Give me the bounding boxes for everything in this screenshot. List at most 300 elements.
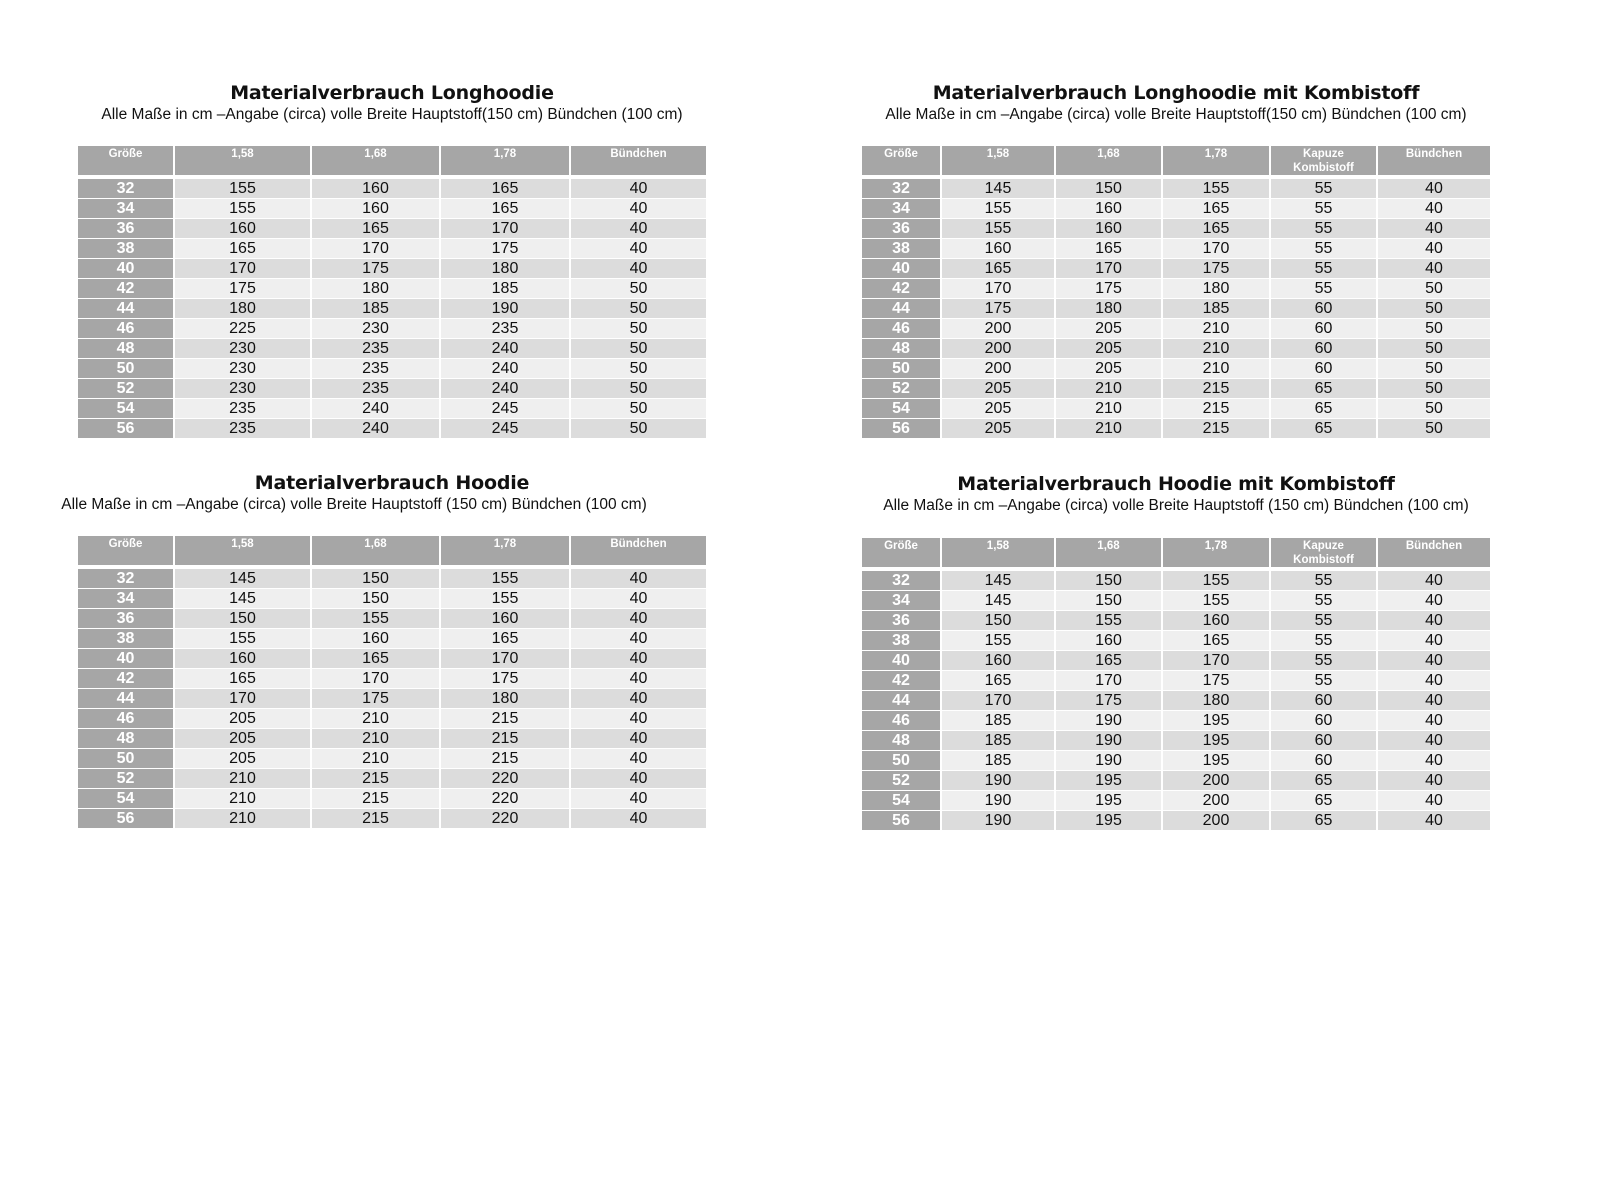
- value-cell: 170: [441, 649, 569, 669]
- value-cell: 210: [312, 709, 439, 729]
- value-cell: 65: [1271, 811, 1376, 831]
- table-row: [862, 731, 1490, 751]
- column-header: Bündchen: [571, 146, 706, 179]
- value-cell: 230: [175, 379, 310, 399]
- value-cell: 230: [175, 339, 310, 359]
- value-cell: 190: [1056, 711, 1161, 731]
- size-cell: 44: [862, 299, 940, 319]
- size-cell: 48: [862, 731, 940, 751]
- value-cell: 205: [175, 709, 310, 729]
- value-cell: 55: [1271, 631, 1376, 651]
- size-cell: 54: [78, 789, 173, 809]
- value-cell: 40: [1378, 671, 1490, 691]
- value-cell: 60: [1271, 751, 1376, 771]
- value-cell: 40: [1378, 239, 1490, 259]
- size-cell: 38: [78, 629, 173, 649]
- value-cell: 210: [1163, 319, 1269, 339]
- size-cell: 42: [862, 671, 940, 691]
- value-cell: 165: [942, 671, 1054, 691]
- column-header: 1,78: [441, 146, 569, 179]
- value-cell: 165: [1163, 631, 1269, 651]
- value-cell: 165: [942, 259, 1054, 279]
- value-cell: 190: [1056, 731, 1161, 751]
- column-header: 1,68: [312, 146, 439, 179]
- value-cell: 175: [441, 239, 569, 259]
- value-cell: 160: [312, 629, 439, 649]
- column-header: 1,68: [312, 536, 439, 569]
- value-cell: 210: [312, 749, 439, 769]
- table-row: [862, 571, 1490, 591]
- value-cell: 175: [942, 299, 1054, 319]
- table-row: [78, 789, 706, 809]
- value-cell: 235: [441, 319, 569, 339]
- value-cell: 50: [571, 359, 706, 379]
- value-cell: 215: [1163, 379, 1269, 399]
- value-cell: 40: [1378, 571, 1490, 591]
- value-cell: 40: [571, 709, 706, 729]
- value-cell: 160: [312, 179, 439, 199]
- value-cell: 240: [441, 359, 569, 379]
- value-cell: 210: [1056, 379, 1161, 399]
- table-header-row: [78, 536, 706, 569]
- value-cell: 165: [312, 649, 439, 669]
- value-cell: 150: [1056, 591, 1161, 611]
- value-cell: 190: [942, 811, 1054, 831]
- size-cell: 48: [78, 339, 173, 359]
- value-cell: 180: [1056, 299, 1161, 319]
- value-cell: 205: [1056, 319, 1161, 339]
- table-row: [78, 709, 706, 729]
- value-cell: 210: [1056, 419, 1161, 439]
- size-cell: 34: [862, 199, 940, 219]
- value-cell: 65: [1271, 791, 1376, 811]
- value-cell: 50: [1378, 379, 1490, 399]
- value-cell: 195: [1056, 791, 1161, 811]
- size-cell: 46: [862, 711, 940, 731]
- column-header: 1,78: [1163, 146, 1269, 179]
- size-cell: 54: [78, 399, 173, 419]
- value-cell: 175: [312, 689, 439, 709]
- value-cell: 145: [175, 569, 310, 589]
- table-row: [78, 279, 706, 299]
- value-cell: 230: [175, 359, 310, 379]
- table-row: [78, 379, 706, 399]
- table-row: [862, 419, 1490, 439]
- size-cell: 38: [78, 239, 173, 259]
- value-cell: 160: [1056, 219, 1161, 239]
- value-cell: 40: [571, 809, 706, 829]
- value-cell: 175: [1163, 259, 1269, 279]
- table-row: [78, 749, 706, 769]
- value-cell: 40: [1378, 179, 1490, 199]
- table-row: [862, 239, 1490, 259]
- value-cell: 55: [1271, 651, 1376, 671]
- size-table: [76, 536, 708, 829]
- column-header: 1,58: [175, 146, 310, 179]
- value-cell: 40: [1378, 199, 1490, 219]
- size-cell: 44: [862, 691, 940, 711]
- value-cell: 55: [1271, 199, 1376, 219]
- section-subtitle: Alle Maße in cm –Angabe (circa) volle Breite Hauptstoff (150 cm) Bündchen (100 cm): [61, 496, 647, 513]
- table-row: [78, 589, 706, 609]
- value-cell: 55: [1271, 671, 1376, 691]
- value-cell: 175: [312, 259, 439, 279]
- value-cell: 220: [441, 809, 569, 829]
- column-header: 1,58: [175, 536, 310, 569]
- value-cell: 240: [441, 339, 569, 359]
- value-cell: 210: [1163, 359, 1269, 379]
- table-row: [862, 691, 1490, 711]
- value-cell: 50: [1378, 419, 1490, 439]
- value-cell: 40: [1378, 771, 1490, 791]
- table-row: [862, 259, 1490, 279]
- size-table: [860, 146, 1492, 439]
- value-cell: 215: [312, 809, 439, 829]
- value-cell: 65: [1271, 419, 1376, 439]
- value-cell: 240: [441, 379, 569, 399]
- value-cell: 235: [312, 359, 439, 379]
- value-cell: 180: [175, 299, 310, 319]
- value-cell: 155: [942, 199, 1054, 219]
- value-cell: 50: [1378, 339, 1490, 359]
- size-cell: 32: [862, 571, 940, 591]
- size-cell: 56: [862, 811, 940, 831]
- size-cell: 50: [862, 751, 940, 771]
- value-cell: 155: [312, 609, 439, 629]
- value-cell: 65: [1271, 771, 1376, 791]
- section-title: Materialverbrauch Hoodie mit Kombistoff: [957, 473, 1395, 495]
- value-cell: 40: [571, 259, 706, 279]
- value-cell: 160: [1056, 199, 1161, 219]
- value-cell: 165: [175, 669, 310, 689]
- value-cell: 40: [571, 749, 706, 769]
- value-cell: 55: [1271, 219, 1376, 239]
- value-cell: 60: [1271, 339, 1376, 359]
- table-row: [862, 339, 1490, 359]
- value-cell: 220: [441, 789, 569, 809]
- value-cell: 55: [1271, 179, 1376, 199]
- column-header: Kapuze Kombistoff: [1271, 538, 1376, 571]
- value-cell: 170: [1163, 239, 1269, 259]
- table-row: [862, 751, 1490, 771]
- value-cell: 200: [942, 359, 1054, 379]
- value-cell: 60: [1271, 691, 1376, 711]
- size-cell: 38: [862, 239, 940, 259]
- size-cell: 40: [78, 259, 173, 279]
- value-cell: 220: [441, 769, 569, 789]
- value-cell: 215: [441, 709, 569, 729]
- size-cell: 46: [78, 709, 173, 729]
- value-cell: 40: [1378, 751, 1490, 771]
- value-cell: 50: [1378, 299, 1490, 319]
- value-cell: 200: [1163, 771, 1269, 791]
- size-cell: 46: [862, 319, 940, 339]
- value-cell: 165: [1163, 219, 1269, 239]
- value-cell: 40: [1378, 259, 1490, 279]
- value-cell: 55: [1271, 259, 1376, 279]
- value-cell: 40: [1378, 611, 1490, 631]
- value-cell: 50: [1378, 279, 1490, 299]
- size-cell: 42: [78, 279, 173, 299]
- value-cell: 160: [1056, 631, 1161, 651]
- value-cell: 155: [441, 589, 569, 609]
- value-cell: 150: [1056, 179, 1161, 199]
- value-cell: 150: [312, 569, 439, 589]
- column-header: Größe: [862, 146, 940, 179]
- value-cell: 195: [1056, 811, 1161, 831]
- value-cell: 60: [1271, 359, 1376, 379]
- value-cell: 65: [1271, 379, 1376, 399]
- size-cell: 34: [862, 591, 940, 611]
- value-cell: 165: [175, 239, 310, 259]
- value-cell: 155: [1163, 591, 1269, 611]
- table-row: [862, 299, 1490, 319]
- column-header: 1,68: [1056, 146, 1161, 179]
- value-cell: 155: [1163, 571, 1269, 591]
- table-row: [78, 199, 706, 219]
- value-cell: 145: [942, 179, 1054, 199]
- value-cell: 240: [312, 419, 439, 439]
- table-row: [78, 609, 706, 629]
- value-cell: 40: [571, 789, 706, 809]
- size-cell: 44: [78, 299, 173, 319]
- value-cell: 245: [441, 419, 569, 439]
- table-row: [862, 219, 1490, 239]
- section-subtitle: Alle Maße in cm –Angabe (circa) volle Breite Hauptstoff(150 cm) Bündchen (100 cm): [885, 106, 1467, 123]
- value-cell: 50: [571, 379, 706, 399]
- value-cell: 170: [312, 239, 439, 259]
- value-cell: 190: [942, 791, 1054, 811]
- size-cell: 38: [862, 631, 940, 651]
- size-cell: 56: [862, 419, 940, 439]
- value-cell: 50: [571, 319, 706, 339]
- value-cell: 40: [1378, 591, 1490, 611]
- value-cell: 60: [1271, 319, 1376, 339]
- value-cell: 55: [1271, 591, 1376, 611]
- column-header: Bündchen: [571, 536, 706, 569]
- value-cell: 40: [1378, 711, 1490, 731]
- size-cell: 42: [862, 279, 940, 299]
- value-cell: 40: [1378, 731, 1490, 751]
- size-table: [860, 538, 1492, 831]
- table-row: [862, 771, 1490, 791]
- size-cell: 52: [78, 379, 173, 399]
- value-cell: 165: [312, 219, 439, 239]
- value-cell: 40: [1378, 811, 1490, 831]
- size-cell: 44: [78, 689, 173, 709]
- size-cell: 40: [862, 259, 940, 279]
- value-cell: 200: [1163, 791, 1269, 811]
- value-cell: 40: [571, 629, 706, 649]
- value-cell: 160: [942, 239, 1054, 259]
- value-cell: 40: [571, 609, 706, 629]
- size-cell: 36: [78, 609, 173, 629]
- table-row: [78, 219, 706, 239]
- value-cell: 155: [175, 199, 310, 219]
- value-cell: 175: [175, 279, 310, 299]
- value-cell: 40: [1378, 651, 1490, 671]
- value-cell: 235: [312, 379, 439, 399]
- table-row: [862, 791, 1490, 811]
- value-cell: 40: [571, 569, 706, 589]
- column-header: Größe: [862, 538, 940, 571]
- section-subtitle: Alle Maße in cm –Angabe (circa) volle Breite Hauptstoff (150 cm) Bündchen (100 cm): [883, 497, 1469, 514]
- value-cell: 50: [1378, 399, 1490, 419]
- value-cell: 205: [1056, 359, 1161, 379]
- value-cell: 55: [1271, 239, 1376, 259]
- table-row: [78, 669, 706, 689]
- value-cell: 165: [1056, 239, 1161, 259]
- value-cell: 170: [441, 219, 569, 239]
- value-cell: 150: [1056, 571, 1161, 591]
- value-cell: 230: [312, 319, 439, 339]
- table-row: [78, 729, 706, 749]
- value-cell: 185: [942, 711, 1054, 731]
- table-row: [862, 359, 1490, 379]
- table-row: [78, 769, 706, 789]
- value-cell: 55: [1271, 279, 1376, 299]
- value-cell: 215: [1163, 399, 1269, 419]
- value-cell: 210: [1056, 399, 1161, 419]
- value-cell: 215: [312, 769, 439, 789]
- column-header: 1,58: [942, 146, 1054, 179]
- value-cell: 170: [1163, 651, 1269, 671]
- table-row: [78, 239, 706, 259]
- value-cell: 210: [1163, 339, 1269, 359]
- size-table: [76, 146, 708, 439]
- value-cell: 245: [441, 399, 569, 419]
- value-cell: 150: [942, 611, 1054, 631]
- size-cell: 54: [862, 399, 940, 419]
- column-header: 1,78: [1163, 538, 1269, 571]
- value-cell: 65: [1271, 399, 1376, 419]
- value-cell: 165: [441, 629, 569, 649]
- table-row: [78, 319, 706, 339]
- column-header: Bündchen: [1378, 146, 1490, 179]
- size-cell: 34: [78, 589, 173, 609]
- value-cell: 210: [175, 789, 310, 809]
- size-cell: 46: [78, 319, 173, 339]
- value-cell: 150: [312, 589, 439, 609]
- value-cell: 180: [441, 259, 569, 279]
- value-cell: 145: [942, 591, 1054, 611]
- value-cell: 160: [312, 199, 439, 219]
- table-row: [78, 419, 706, 439]
- table-row: [78, 569, 706, 589]
- value-cell: 180: [1163, 279, 1269, 299]
- size-cell: 48: [78, 729, 173, 749]
- value-cell: 50: [571, 419, 706, 439]
- value-cell: 55: [1271, 571, 1376, 591]
- value-cell: 180: [312, 279, 439, 299]
- section-title: Materialverbrauch Hoodie: [254, 472, 530, 494]
- value-cell: 155: [175, 179, 310, 199]
- value-cell: 205: [942, 379, 1054, 399]
- value-cell: 40: [571, 769, 706, 789]
- value-cell: 170: [942, 691, 1054, 711]
- value-cell: 40: [571, 649, 706, 669]
- value-cell: 50: [571, 399, 706, 419]
- table-row: [78, 399, 706, 419]
- size-cell: 52: [862, 379, 940, 399]
- value-cell: 170: [1056, 671, 1161, 691]
- value-cell: 175: [1056, 279, 1161, 299]
- value-cell: 50: [571, 299, 706, 319]
- value-cell: 185: [441, 279, 569, 299]
- value-cell: 215: [312, 789, 439, 809]
- size-cell: 50: [78, 359, 173, 379]
- size-cell: 50: [862, 359, 940, 379]
- size-cell: 36: [862, 611, 940, 631]
- value-cell: 210: [175, 809, 310, 829]
- size-cell: 32: [78, 569, 173, 589]
- table-row: [78, 339, 706, 359]
- table-row: [862, 711, 1490, 731]
- size-cell: 50: [78, 749, 173, 769]
- size-cell: 52: [862, 771, 940, 791]
- value-cell: 145: [175, 589, 310, 609]
- value-cell: 190: [441, 299, 569, 319]
- column-header: Bündchen: [1378, 538, 1490, 571]
- value-cell: 215: [441, 749, 569, 769]
- size-cell: 32: [78, 179, 173, 199]
- value-cell: 165: [1056, 651, 1161, 671]
- value-cell: 170: [1056, 259, 1161, 279]
- table-row: [862, 279, 1490, 299]
- value-cell: 155: [942, 219, 1054, 239]
- value-cell: 200: [942, 319, 1054, 339]
- value-cell: 40: [571, 199, 706, 219]
- value-cell: 195: [1163, 711, 1269, 731]
- table-row: [78, 259, 706, 279]
- value-cell: 40: [571, 179, 706, 199]
- section-title: Materialverbrauch Longhoodie: [230, 82, 554, 104]
- value-cell: 160: [441, 609, 569, 629]
- table-row: [78, 629, 706, 649]
- value-cell: 200: [1163, 811, 1269, 831]
- column-header: Größe: [78, 536, 173, 569]
- value-cell: 50: [571, 279, 706, 299]
- table-row: [78, 359, 706, 379]
- size-cell: 54: [862, 791, 940, 811]
- size-cell: 40: [862, 651, 940, 671]
- value-cell: 180: [441, 689, 569, 709]
- table-row: [862, 179, 1490, 199]
- value-cell: 235: [312, 339, 439, 359]
- size-cell: 36: [78, 219, 173, 239]
- value-cell: 170: [175, 259, 310, 279]
- value-cell: 40: [1378, 219, 1490, 239]
- value-cell: 215: [1163, 419, 1269, 439]
- value-cell: 205: [175, 749, 310, 769]
- value-cell: 145: [942, 571, 1054, 591]
- value-cell: 190: [942, 771, 1054, 791]
- value-cell: 205: [942, 419, 1054, 439]
- value-cell: 170: [312, 669, 439, 689]
- value-cell: 215: [441, 729, 569, 749]
- value-cell: 55: [1271, 611, 1376, 631]
- value-cell: 235: [175, 399, 310, 419]
- table-row: [862, 631, 1490, 651]
- value-cell: 180: [1163, 691, 1269, 711]
- value-cell: 40: [1378, 631, 1490, 651]
- section-subtitle: Alle Maße in cm –Angabe (circa) volle Breite Hauptstoff(150 cm) Bündchen (100 cm): [101, 106, 683, 123]
- value-cell: 165: [441, 179, 569, 199]
- value-cell: 160: [942, 651, 1054, 671]
- value-cell: 210: [312, 729, 439, 749]
- value-cell: 170: [175, 689, 310, 709]
- section-title: Materialverbrauch Longhoodie mit Kombistoff: [932, 82, 1420, 104]
